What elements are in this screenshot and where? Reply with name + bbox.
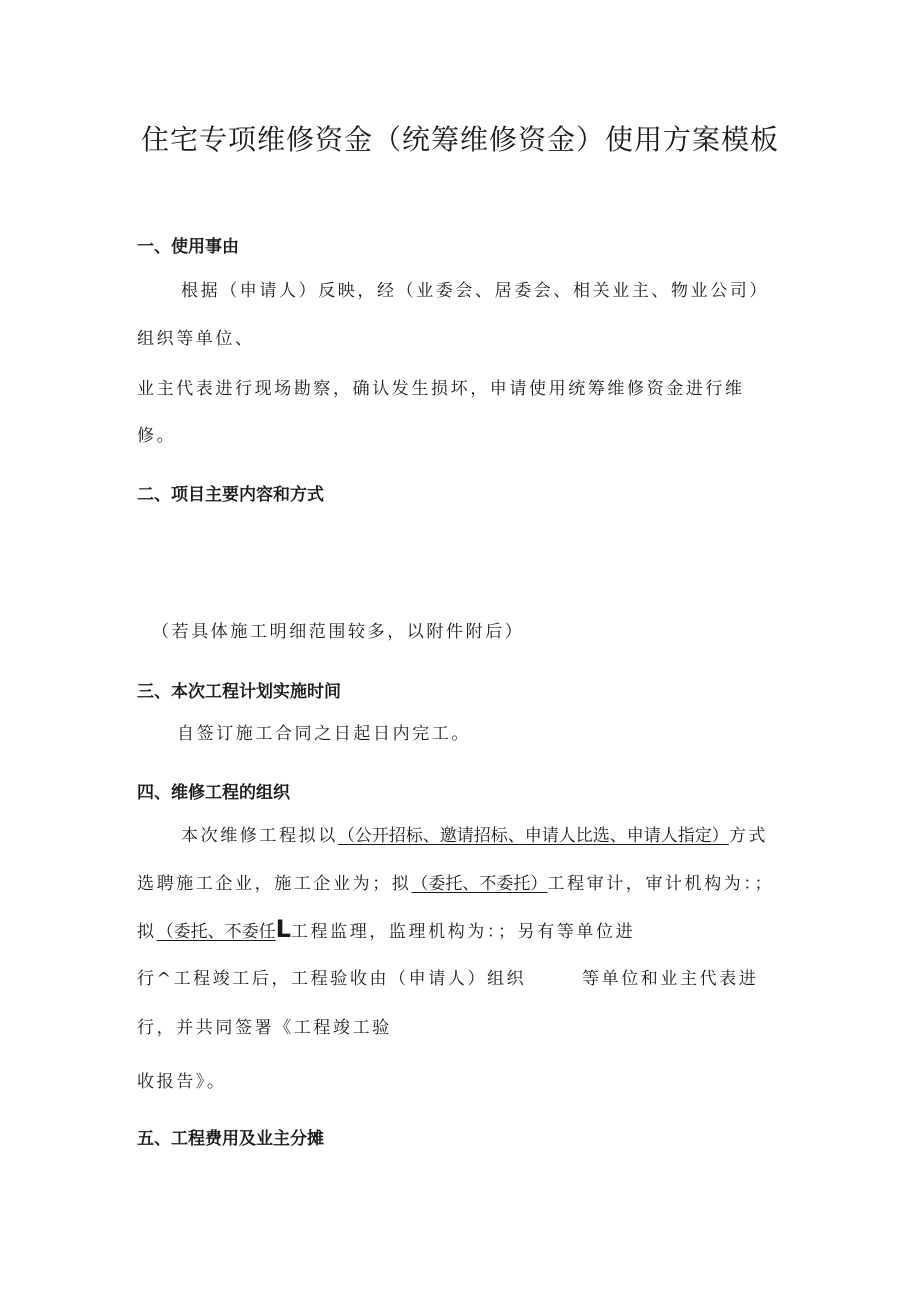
organization-line-3-text-a: 拟: [137, 922, 157, 942]
organization-line-2: [137, 869, 774, 894]
usage-reason-line-3: 业主代表进行现场勘察，确认发生损坏，申请使用统筹维修资金进行维: [137, 379, 745, 399]
section-heading-usage-reason: 一、使用事由: [137, 237, 239, 257]
audit-options: （委托、不委托）: [411, 874, 548, 894]
usage-reason-line-4: 修。: [137, 426, 177, 446]
section-heading-cost: 五、工程费用及业主分摊: [137, 1129, 324, 1149]
attachment-note: （若具体施工明细范围较多，以附件附后）: [152, 622, 525, 642]
organization-line-3: [137, 915, 635, 943]
organization-line-1-text-a: 本次维修工程拟以: [181, 826, 338, 846]
section-heading-project-content: 二、项目主要内容和方式: [137, 485, 324, 505]
schedule-line-1: 自签订施工合同之日起日内完工。: [177, 724, 471, 744]
organization-line-4b: 等单位和业主代表进: [582, 969, 759, 989]
section-heading-schedule: 三、本次工程计划实施时间: [137, 682, 341, 702]
organization-line-5: 行，并共同签署《工程竣工验: [137, 1018, 392, 1038]
usage-reason-line-2: 组织等单位、: [137, 329, 255, 349]
organization-line-4a: 行^工程竣工后，工程验收由（申请人）组织: [137, 969, 527, 989]
supervision-options: （委托、不委任: [156, 922, 276, 942]
section-heading-organization: 四、维修工程的组织: [137, 783, 290, 803]
organization-line-1: [181, 821, 768, 846]
organization-line-6: 收报告》。: [137, 1072, 227, 1092]
organization-line-3-text-b: 工程监理，监理机构为：；另有等单位进: [290, 922, 636, 942]
usage-reason-line-1: 根据（申请人）反映，经（业委会、居委会、相关业主、物业公司）: [181, 281, 769, 301]
organization-line-1-text-b: 方式: [728, 826, 769, 846]
organization-line-2-text-a: 选聘施工企业，施工企业为；拟: [137, 874, 412, 894]
document-title: 住宅专项维修资金（统筹维修资金）使用方案模板: [140, 123, 779, 156]
selection-method-options: （公开招标、邀请招标、申请人比选、申请人指定）: [337, 826, 729, 846]
organization-line-2-text-b: 工程审计，审计机构为：；: [547, 874, 775, 894]
l-glyph: L: [275, 915, 291, 943]
